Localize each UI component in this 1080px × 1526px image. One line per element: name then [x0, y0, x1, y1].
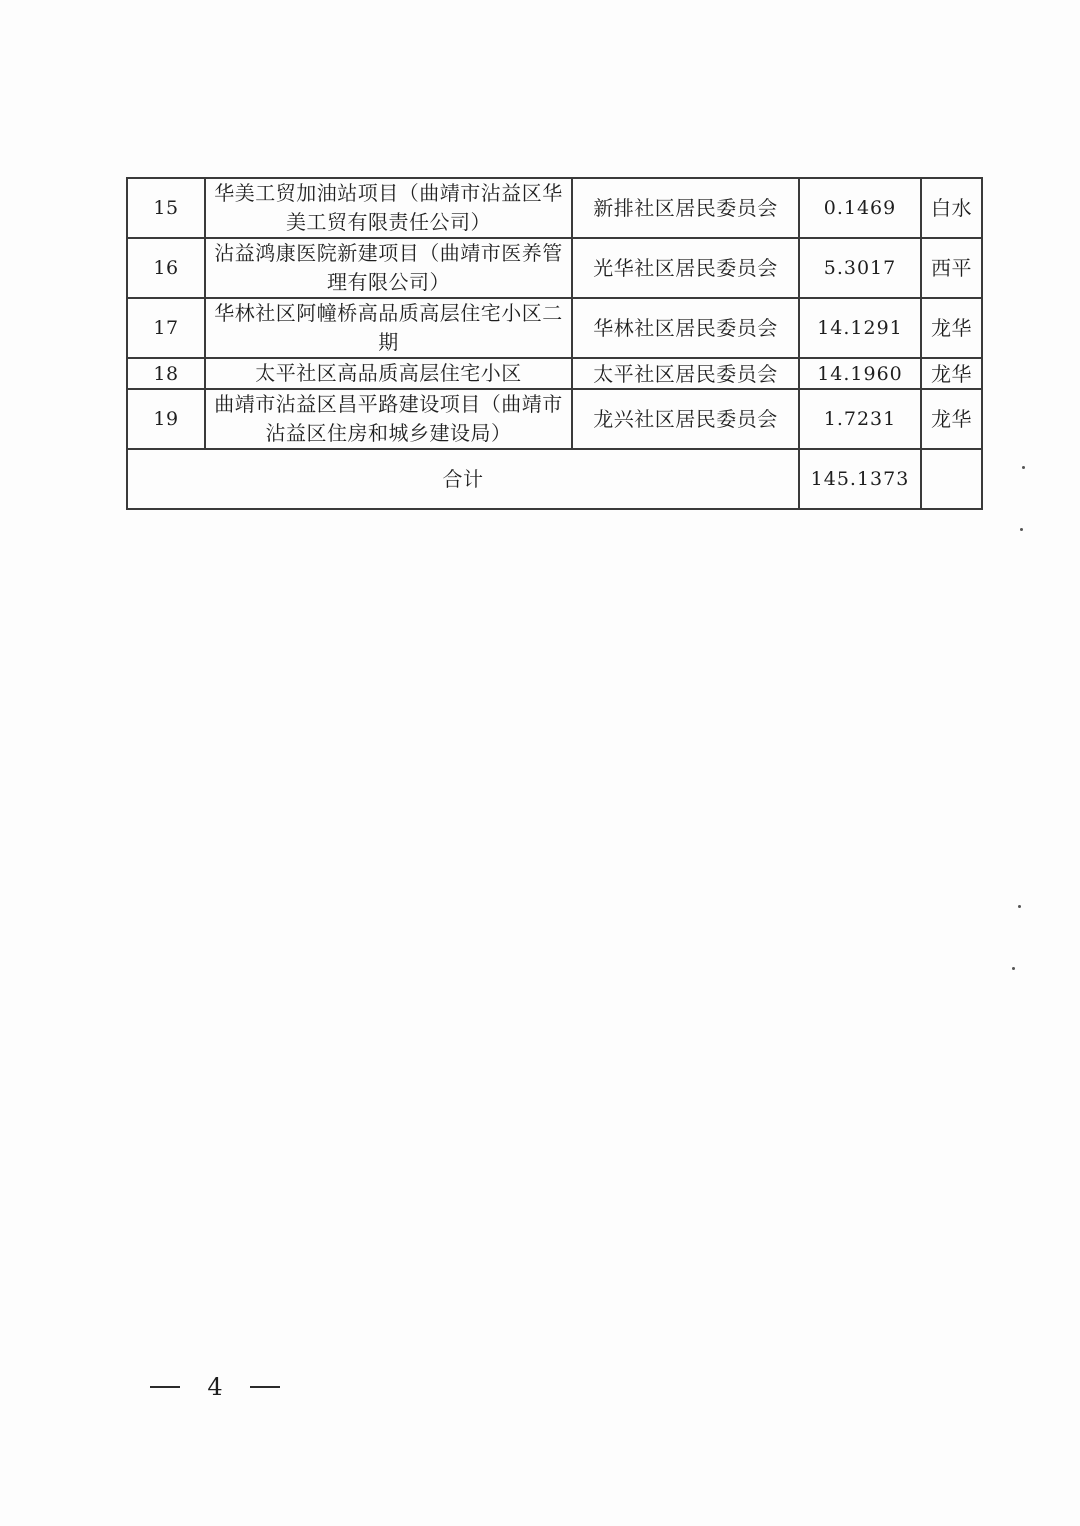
project-name: 曲靖市沾益区昌平路建设项目（曲靖市沾益区住房和城乡建设局） — [205, 389, 572, 449]
total-label: 合计 — [127, 449, 799, 509]
row-number: 18 — [127, 358, 205, 389]
row-number: 17 — [127, 298, 205, 358]
dash-right — [250, 1386, 280, 1388]
total-row — [127, 449, 982, 509]
total-area-value: 145.1373 — [799, 449, 921, 509]
committee-name: 华林社区居民委员会 — [572, 298, 799, 358]
row-number: 19 — [127, 389, 205, 449]
table-row — [127, 358, 982, 389]
area-value: 14.1960 — [799, 358, 921, 389]
row-number: 15 — [127, 178, 205, 238]
page-number: 4 — [207, 1373, 223, 1401]
street-name: 龙华 — [921, 389, 982, 449]
project-name: 华林社区阿幢桥高品质高层住宅小区二期 — [205, 298, 572, 358]
scan-speck — [1022, 466, 1025, 469]
scan-speck — [1012, 967, 1015, 970]
street-name: 龙华 — [921, 298, 982, 358]
row-number: 16 — [127, 238, 205, 298]
scan-speck — [1018, 905, 1021, 908]
committee-name: 龙兴社区居民委员会 — [572, 389, 799, 449]
total-street-cell — [921, 449, 982, 509]
table-row — [127, 178, 982, 238]
committee-name: 新排社区居民委员会 — [572, 178, 799, 238]
project-name: 沾益鸿康医院新建项目（曲靖市医养管理有限公司） — [205, 238, 572, 298]
area-value: 5.3017 — [799, 238, 921, 298]
table-row — [127, 298, 982, 358]
project-name: 太平社区高品质高层住宅小区 — [205, 358, 572, 389]
street-name: 龙华 — [921, 358, 982, 389]
street-name: 白水 — [921, 178, 982, 238]
page-number-footer — [150, 1370, 280, 1404]
committee-name: 光华社区居民委员会 — [572, 238, 799, 298]
scan-speck — [1020, 528, 1023, 531]
dash-left — [150, 1386, 180, 1388]
street-name: 西平 — [921, 238, 982, 298]
project-name: 华美工贸加油站项目（曲靖市沾益区华美工贸有限责任公司） — [205, 178, 572, 238]
committee-name: 太平社区居民委员会 — [572, 358, 799, 389]
area-value: 14.1291 — [799, 298, 921, 358]
land-acquisition-table — [126, 177, 983, 510]
area-value: 0.1469 — [799, 178, 921, 238]
table-row — [127, 238, 982, 298]
table-row — [127, 389, 982, 449]
area-value: 1.7231 — [799, 389, 921, 449]
